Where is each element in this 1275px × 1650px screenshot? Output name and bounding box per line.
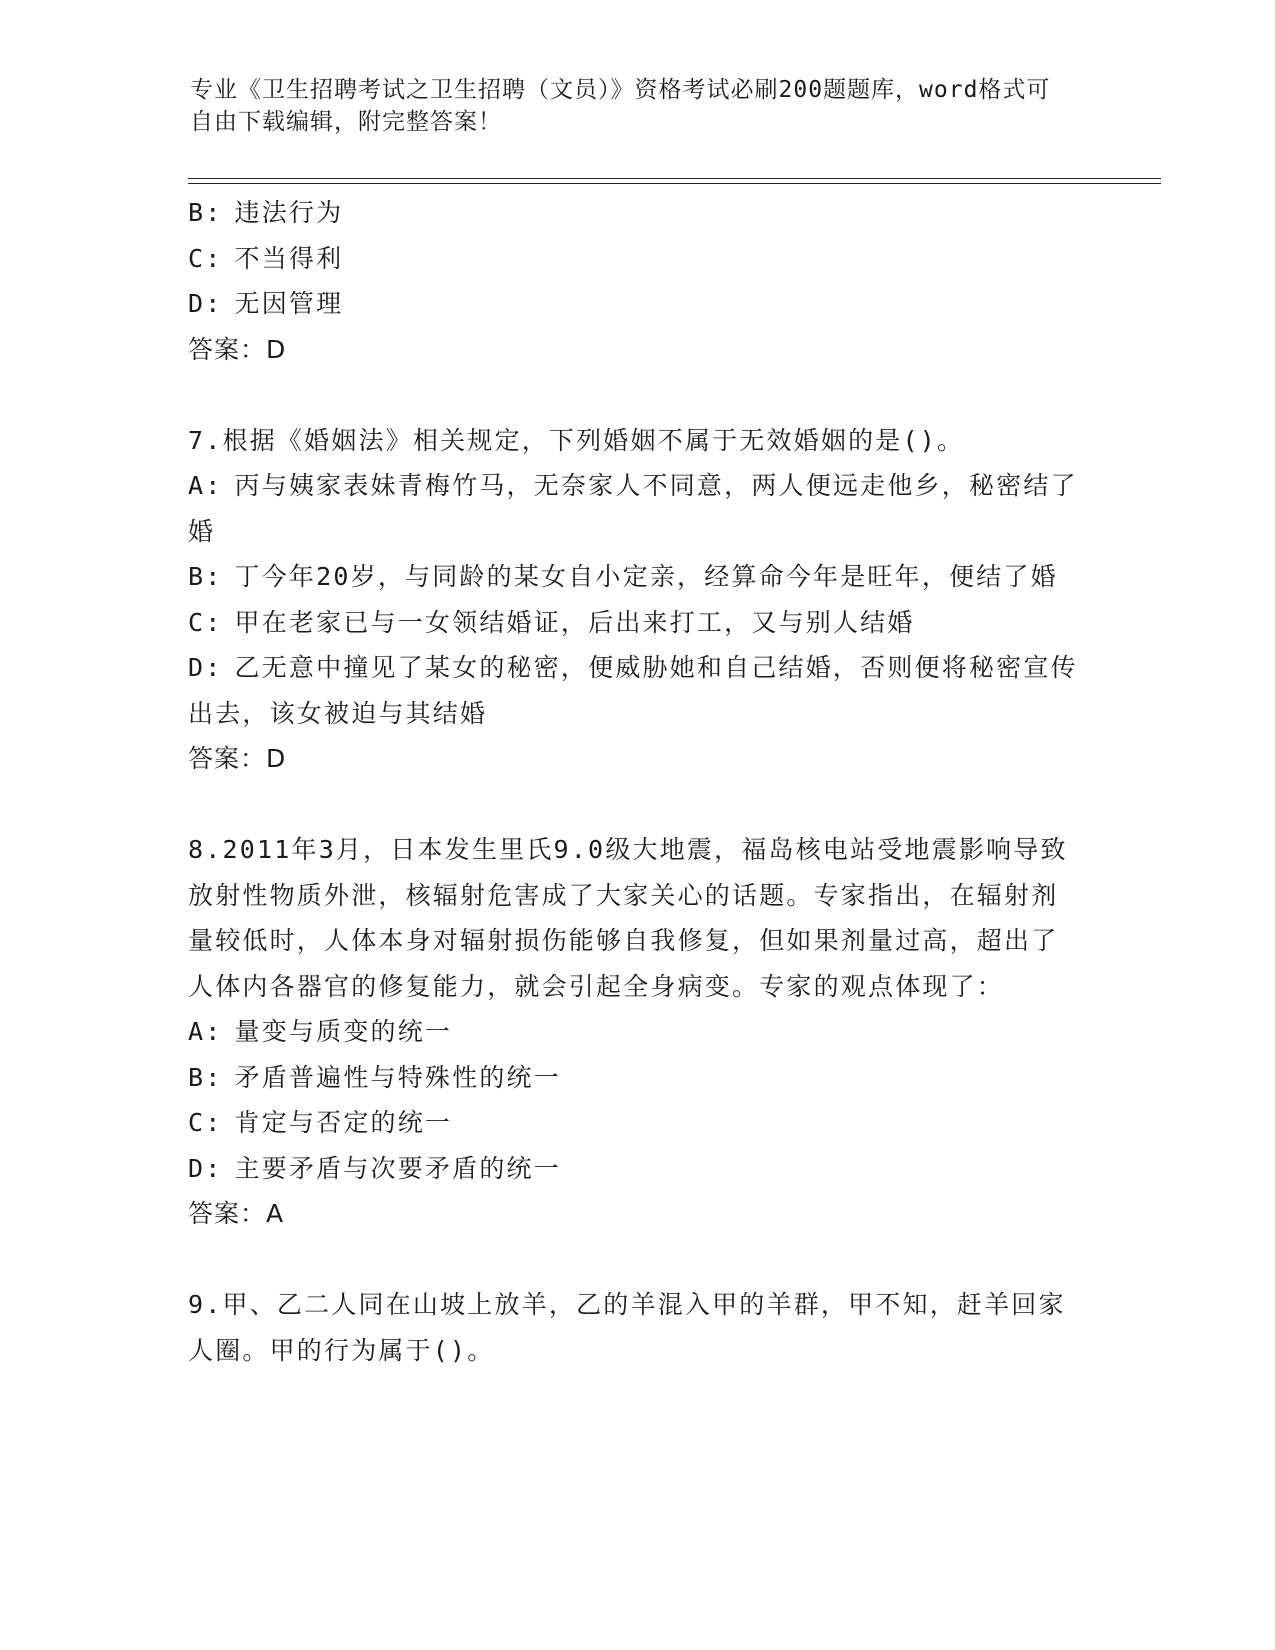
question-list	[188, 190, 1078, 1373]
question-stem: 8.2011年3月，日本发生里氏9.0级大地震，福岛核电站受地震影响导致放射性物质外泄，核辐射危害成了大家关心的话题。专家指出，在辐射剂量较低时，人体本身对辐射损伤能够自我修复，但如果剂量过高，超出了人体内各器官的修复能力，就会引起全身病变。专家的观点体现了：	[188, 835, 1068, 1001]
question-stem: 9.甲、乙二人同在山坡上放羊，乙的羊混入甲的羊群，甲不知，赶羊回家人圈。甲的行为属于()。	[188, 1290, 1066, 1365]
option-c: C: 不当得利	[188, 243, 344, 273]
question-8	[188, 827, 1078, 1237]
question-7	[188, 418, 1078, 782]
option-d: D: 主要矛盾与次要矛盾的统一	[188, 1153, 561, 1183]
option-d: D: 无因管理	[188, 289, 344, 318]
option-c: C: 甲在老家已与一女领结婚证，后出来打工，又与别人结婚	[188, 607, 915, 637]
answer: 答案：D	[188, 744, 287, 773]
option-b: B: 违法行为	[188, 198, 344, 227]
option-a: A: 量变与质变的统一	[188, 1017, 453, 1046]
option-b: B: 矛盾普遍性与特殊性的统一	[188, 1062, 561, 1092]
option-b: B: 丁今年20岁，与同龄的某女自小定亲，经算命今年是旺年，便结了婚	[188, 562, 1058, 591]
header-divider-top	[188, 178, 1161, 179]
question-stem: 7.根据《婚姻法》相关规定，下列婚姻不属于无效婚姻的是()。	[188, 425, 965, 455]
question-6	[188, 190, 1078, 372]
header-divider-bottom	[188, 183, 1161, 184]
option-c: C: 肯定与否定的统一	[188, 1108, 453, 1137]
question-9	[188, 1282, 1078, 1373]
answer: 答案：A	[188, 1199, 285, 1228]
option-a: A: 丙与姨家表妹青梅竹马，无奈家人不同意，两人便远走他乡，秘密结了婚	[188, 471, 1078, 546]
header-text: 专业《卫生招聘考试之卫生招聘（文员）》资格考试必刷200题题库，word格式可自由下载编辑，附完整答案！	[190, 77, 1051, 135]
answer: 答案：D	[188, 334, 287, 364]
option-d: D: 乙无意中撞见了某女的秘密，便威胁她和自己结婚，否则便将秘密宣传出去，该女被迫与其结婚	[188, 653, 1078, 728]
document-header	[190, 74, 1070, 138]
